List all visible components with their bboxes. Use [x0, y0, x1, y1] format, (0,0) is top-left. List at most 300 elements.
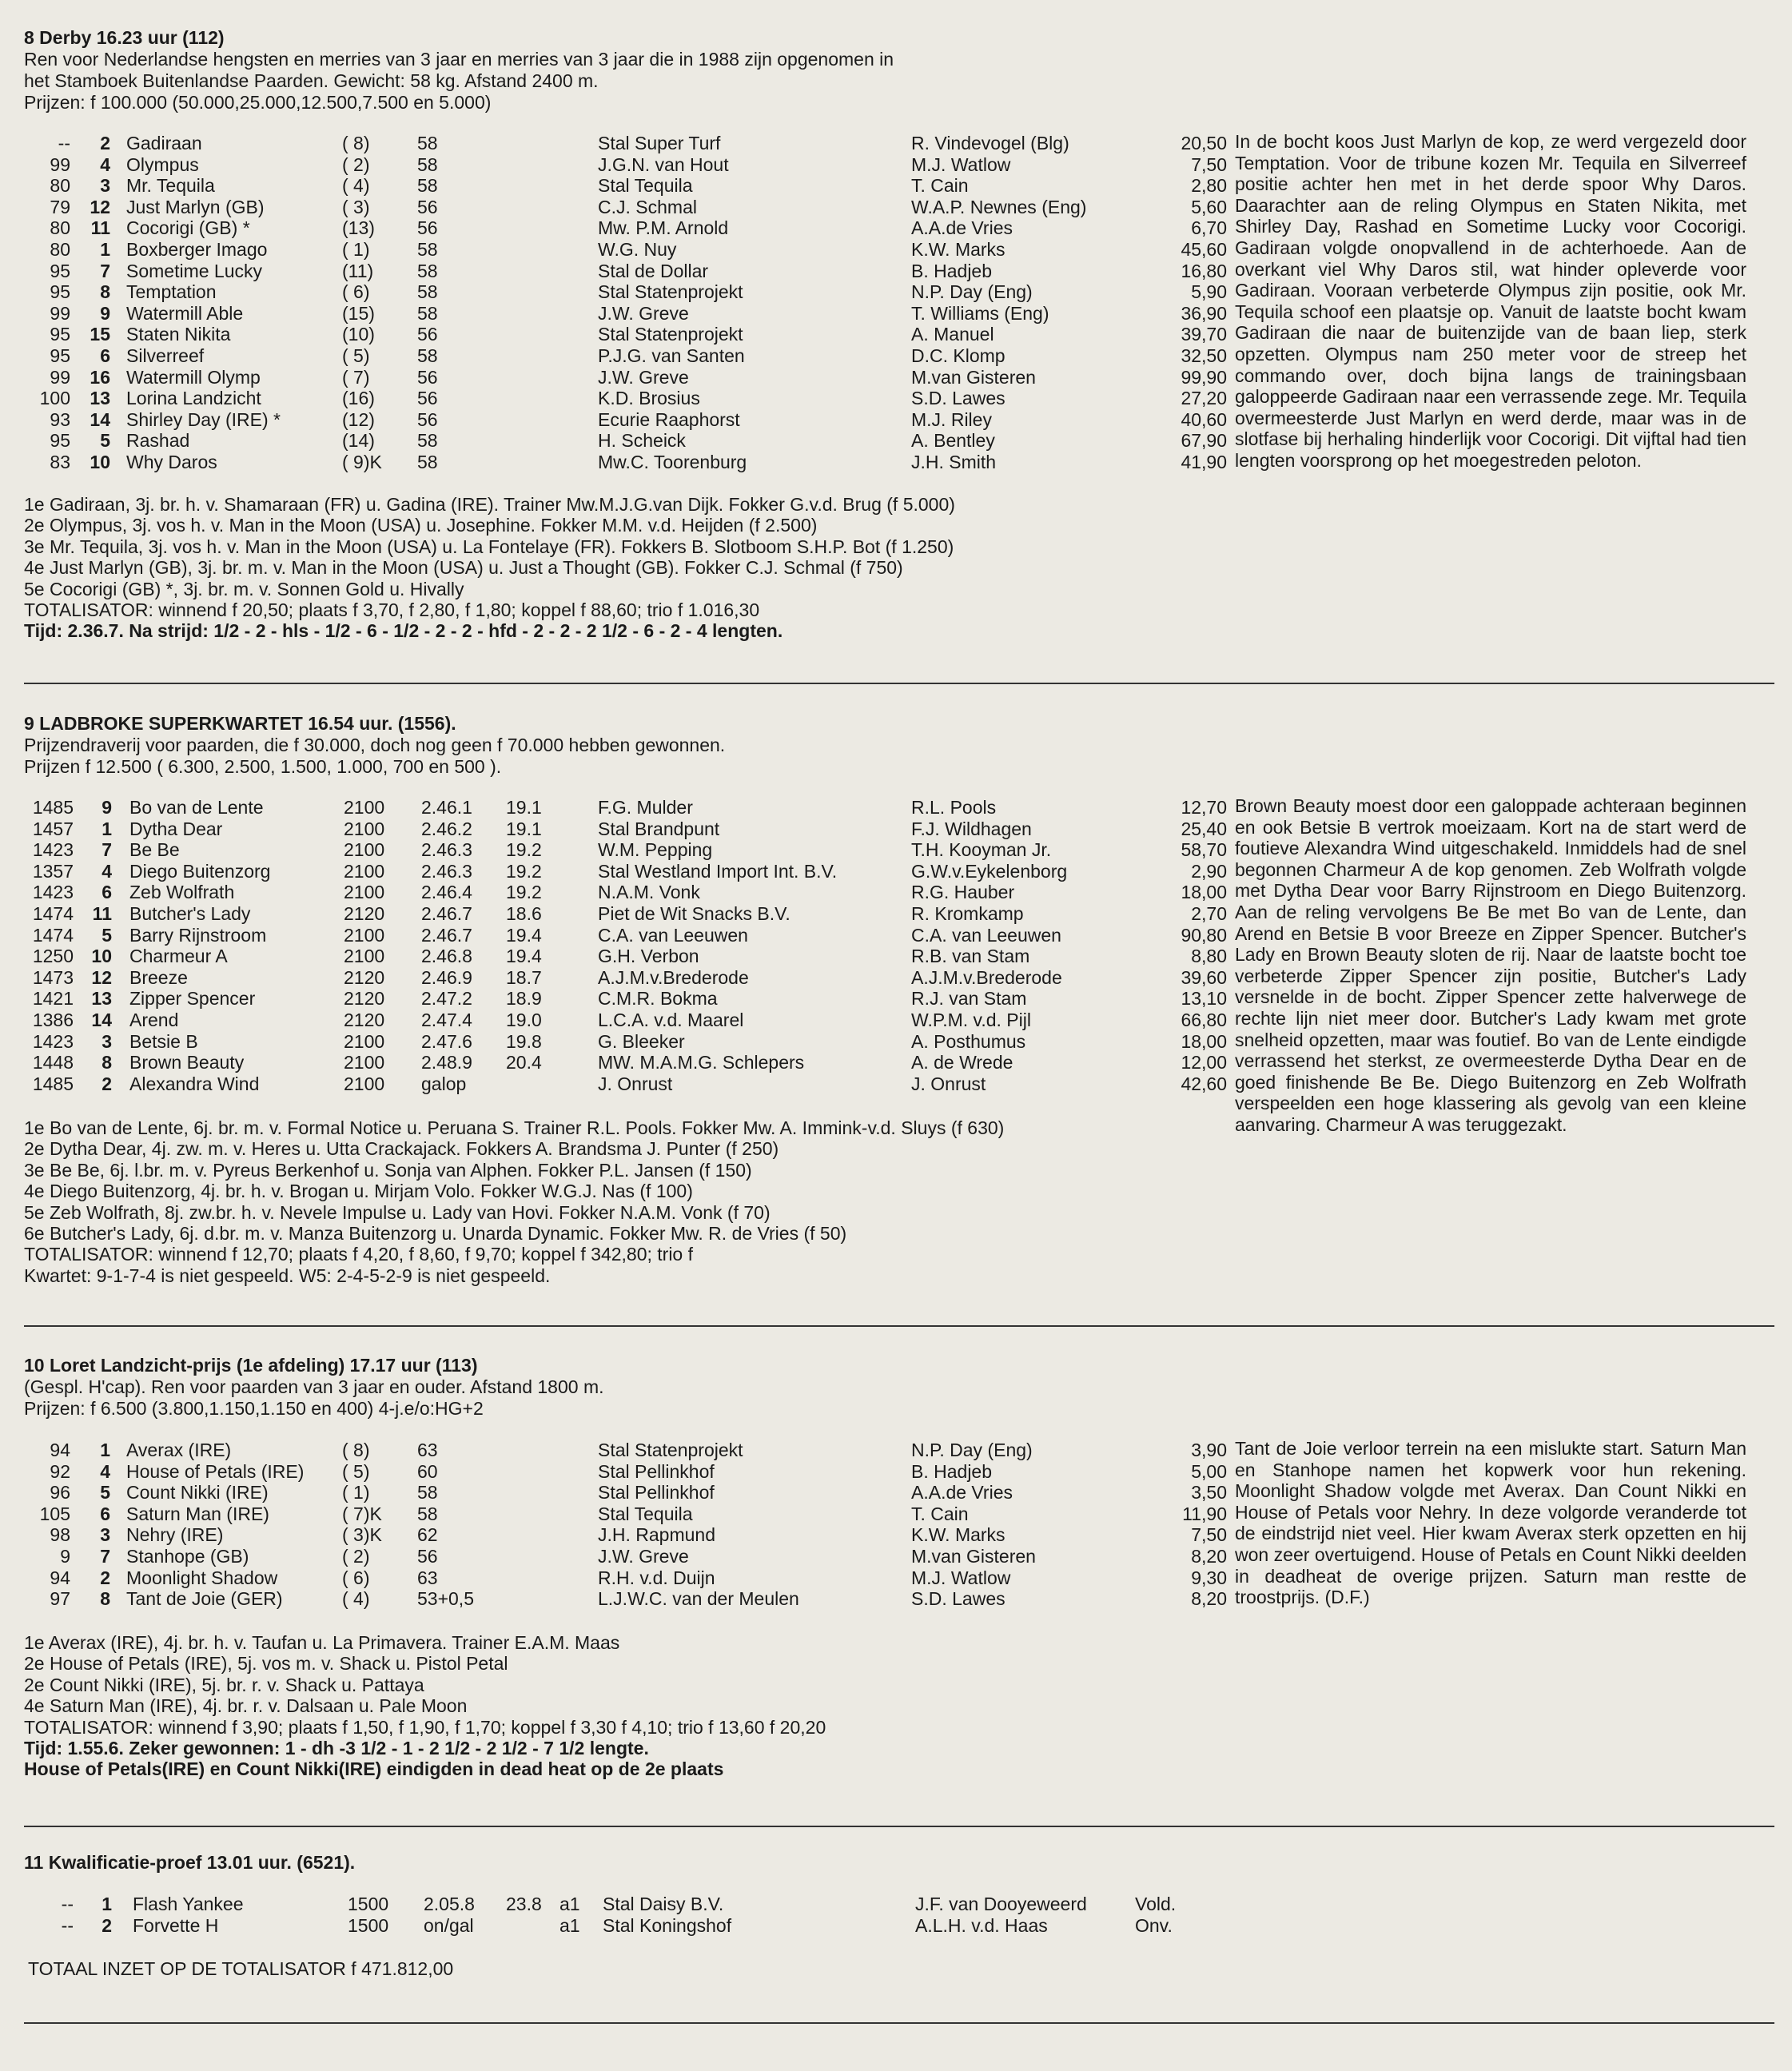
entry-horse: Charmeur A — [129, 946, 228, 967]
entry-horse: Arend — [129, 1009, 179, 1030]
entry-driver: W.P.M. v.d. Pijl — [911, 1009, 1031, 1030]
entry-rating: 94 — [50, 1567, 70, 1588]
entry-owner: Stal Statenprojekt — [598, 281, 743, 303]
entry-no: 5 — [100, 430, 110, 452]
entry-rating: 95 — [50, 345, 70, 366]
entry-rating: 79 — [50, 196, 70, 217]
race-10-totalisator: TOTALISATOR: winnend f 3,90; plaats f 1,50, f 1,90, f 1,70; koppel f 3,30 f 4,10; trio f 13,60 f 20,20 — [24, 1716, 826, 1738]
entry-odds: 13,10 — [1181, 988, 1227, 1010]
entry-jockey: M.van Gisteren — [911, 366, 1036, 388]
entry-draw: ( 9)K — [342, 451, 382, 472]
entry-owner: H. Scheick — [598, 430, 686, 452]
entry-odds: 5,00 — [1191, 1460, 1227, 1482]
entry-draw: ( 3) — [342, 196, 370, 217]
entry-jockey: K.W. Marks — [911, 1524, 1006, 1546]
entry-no: 15 — [90, 324, 110, 345]
entry-odds: 39,70 — [1181, 324, 1227, 345]
race-8 — [24, 27, 1774, 114]
entry-odds: 7,50 — [1191, 1524, 1227, 1546]
entry-driver: A.J.M.v.Brederode — [911, 966, 1062, 988]
entry-horse: Breeze — [129, 966, 188, 988]
entry-km: 19.2 — [506, 882, 542, 903]
entry-horse: Bo van de Lente — [129, 797, 264, 818]
race-8-comment: In de bocht koos Just Marlyn de kop, ze werd vergezeld door Temptation. Voor de tribune kozen Mr. Tequila en Silverreef positie achter hen met in het derde spoor Why Daros. Daarachter aan de reling Olympus en Staten Nikita, met Shirley Day, Rashad en Sometime Lucky voor Cocorigi. Gadiraan volgde onopvallend in de achterhoede. Aan de overkant viel Why Daros stil, wat hinder opleverde voor Gadiraan. Vooraan verbeterde Olympus zijn positie, ook Mr. Tequila schoof een plaatsje op. Vanuit de laatste bocht kwam Gadiraan die naar de buitenzijde van de baan liep, sterk opzetten. Olympus nam 250 meter voor de streep het commando over, doch bijna langs de trainingsbaan galoppeerde Gadiraan naar een verrassende zege. Mr. Tequila overmeesterde Just Marlyn en werd derde, maar was in de slotfase bij herhaling hinderlijk voor Cocorigi. Dit vijftal had tien lengten voorsprong op het moegestreden peloton. — [1235, 131, 1746, 471]
race-9-results — [24, 1117, 1774, 1286]
entry-no: 2 — [100, 133, 110, 153]
entry-horse: Why Daros — [126, 451, 217, 472]
entry-odds: 27,20 — [1181, 388, 1227, 409]
race-8-header — [24, 27, 1774, 114]
race-9 — [24, 713, 1774, 778]
entry-odds: 66,80 — [1181, 1009, 1227, 1030]
race-8-intro-line: het Stamboek Buitenlandse Paarden. Gewicht: 58 kg. Afstand 2400 m. — [24, 70, 599, 91]
entry-weight: 58 — [417, 153, 438, 175]
race-10-result-line: 2e Count Nikki (IRE), 5j. br. r. v. Shack u. Pattaya — [24, 1674, 424, 1695]
entry-jockey: M.van Gisteren — [911, 1545, 1036, 1567]
entry-owner: Stal Pellinkhof — [598, 1482, 715, 1503]
entry-result: Onv. — [1135, 1914, 1173, 1936]
entry-horse: House of Petals (IRE) — [126, 1460, 305, 1482]
entry-rating: 97 — [50, 1588, 70, 1610]
entry-owner: P.J.G. van Santen — [598, 345, 745, 366]
race-10-result-line: 4e Saturn Man (IRE), 4j. br. r. v. Dalsaan u. Pale Moon — [24, 1695, 468, 1717]
entry-row — [24, 1915, 1774, 1937]
race-9-result-line: 1e Bo van de Lente, 6j. br. m. v. Formal Notice u. Peruana S. Trainer R.L. Pools. Fokker Mw. A. Immink-v.d. Sluys (f 630) — [24, 1117, 1005, 1138]
entry-weight: 58 — [417, 238, 438, 260]
entry-horse: Barry Rijnstroom — [129, 924, 267, 946]
entry-draw: ( 4) — [342, 175, 370, 197]
entry-weight: 53+0,5 — [417, 1588, 474, 1610]
entry-no: 1 — [100, 1440, 110, 1460]
entry-draw: ( 4) — [342, 1588, 370, 1610]
entry-weight: 58 — [417, 345, 438, 366]
entry-no: 5 — [100, 1482, 110, 1503]
entry-horse: Mr. Tequila — [126, 175, 215, 197]
race-8-result-line: 4e Just Marlyn (GB), 3j. br. m. v. Man in the Moon (USA) u. Just a Thought (GB). Fokker C.J. Schmal (f 750) — [24, 557, 903, 579]
entry-driver: A. de Wrede — [911, 1052, 1013, 1073]
entry-rating: 1474 — [32, 924, 74, 946]
entry-rating: 93 — [50, 408, 70, 430]
entry-draw: (10) — [342, 324, 375, 345]
entry-jockey: T. Cain — [911, 1503, 969, 1524]
entry-jockey: T. Williams (Eng) — [911, 302, 1049, 324]
entry-time: 2.46.8 — [421, 946, 472, 967]
entry-rating: 99 — [50, 153, 70, 175]
race-10-time: Tijd: 1.55.6. Zeker gewonnen: 1 - dh -3 1/2 - 1 - 2 1/2 - 2 1/2 - 7 1/2 lengte. — [24, 1738, 649, 1759]
entry-time: 2.47.4 — [421, 1009, 472, 1030]
race-9-result-line: 5e Zeb Wolfrath, 8j. zw.br. h. v. Nevele Impulse u. Lady van Hovi. Fokker N.A.M. Vonk (f 70) — [24, 1201, 771, 1223]
entry-horse: Cocorigi (GB) * — [126, 217, 250, 239]
entry-no: 7 — [100, 260, 110, 281]
entry-jockey: J.H. Smith — [911, 451, 997, 472]
entry-owner: W.G. Nuy — [598, 238, 677, 260]
entry-horse: Nehry (IRE) — [126, 1524, 224, 1546]
entry-jockey: B. Hadjeb — [911, 1460, 993, 1482]
entry-dist: 1500 — [348, 1894, 389, 1914]
entry-horse: Forvette H — [133, 1914, 219, 1936]
entry-no: 4 — [102, 860, 112, 882]
entry-rating: 95 — [50, 281, 70, 303]
entry-dist: 2100 — [344, 946, 385, 967]
entry-weight: 58 — [417, 1503, 438, 1524]
entry-dist: 2120 — [344, 902, 385, 924]
race-8-totalisator: TOTALISATOR: winnend f 20,50; plaats f 3,70, f 2,80, f 1,80; koppel f 88,60; trio f 1.016,30 — [24, 599, 760, 621]
entry-horse: Rashad — [126, 430, 190, 452]
entry-km: 19.2 — [506, 860, 542, 882]
entry-time: galop — [421, 1073, 467, 1094]
entry-driver: R.L. Pools — [911, 797, 997, 818]
entry-rating: -- — [61, 1914, 74, 1936]
entry-owner: A.J.M.v.Brederode — [598, 966, 749, 988]
entry-horse: Zipper Spencer — [129, 988, 256, 1010]
entry-weight: 58 — [417, 430, 438, 452]
divider — [24, 1826, 1774, 1827]
entry-odds: 25,40 — [1181, 818, 1227, 839]
entry-driver: T.H. Kooyman Jr. — [911, 839, 1052, 861]
entry-dist: 2100 — [344, 1073, 385, 1094]
entry-owner: L.J.W.C. van der Meulen — [598, 1588, 799, 1610]
entry-weight: 56 — [417, 217, 438, 239]
entry-rating: 83 — [50, 451, 70, 472]
race-9-comment: Brown Beauty moest door een galoppade achteraan beginnen en ook Betsie B vertrok moeizaam. Kort na de start werd de foutieve Alexandra Wind uitgeschakeld. Inmiddels had de snel begonnen Charmeur A de kop genomen. Zeb Wolfrath volgde met Dytha Dear voor Barry Rijnstroom en Diego Buitenzorg. Aan de reling vervolgens Be Be met Bo van de Lente, dan Arend en Betsie B voor Breeze en Zipper Spencer. Butcher's Lady en Brown Beauty sloten de rij. Naar de laatste bocht toe verbeterde Zipper Spencer zijn positie, Butcher's Lady versnelde in de bocht. Zipper Spencer zette halverwege de rechte lijn niet meer door. Butcher's Lady kwam met grote snelheid opzetten, maar was foutief. Bo van de Lente eindigde verrassend het sterkst, ze overmeesterde Dytha Dear en de goed finishende Be Be. Diego Buitenzorg en Zeb Wolfrath verspeelden een hoge klassering als gevolg van een kleine aanvaring. Charmeur A was teruggezakt. — [1235, 795, 1746, 1135]
entry-odds: 7,50 — [1191, 153, 1227, 175]
race-9-title: 9 LADBROKE SUPERKWARTET 16.54 uur. (1556). — [24, 713, 456, 734]
entry-rating: 1421 — [32, 988, 74, 1010]
entry-odds: 58,70 — [1181, 839, 1227, 861]
entry-rating: 1423 — [32, 839, 74, 861]
entry-owner: MW. M.A.M.G. Schlepers — [598, 1052, 805, 1073]
entry-draw: ( 7)K — [342, 1503, 382, 1524]
race-9-result-line: 3e Be Be, 6j. l.br. m. v. Pyreus Berkenhof u. Sonja van Alphen. Fokker P.L. Jansen (f 150) — [24, 1159, 752, 1181]
entry-horse: Gadiraan — [126, 133, 202, 153]
entry-rating: 98 — [50, 1524, 70, 1546]
entry-odds: 2,70 — [1191, 902, 1227, 924]
entry-weight: 56 — [417, 196, 438, 217]
entry-rating: 94 — [50, 1440, 70, 1460]
entry-jockey: B. Hadjeb — [911, 260, 993, 281]
entry-owner: Mw.C. Toorenburg — [598, 451, 747, 472]
entry-odds: 2,80 — [1191, 175, 1227, 197]
entry-jockey: S.D. Lawes — [911, 1588, 1006, 1610]
entry-dist: 2100 — [344, 797, 385, 818]
divider — [24, 2022, 1774, 2024]
race-11-entries-table — [24, 1894, 1774, 1936]
entry-owner: Stal Tequila — [598, 175, 693, 197]
entry-owner: J. Onrust — [598, 1073, 673, 1094]
entry-horse: Shirley Day (IRE) * — [126, 408, 281, 430]
entry-odds: 12,00 — [1181, 1052, 1227, 1073]
race-9-result-line: 4e Diego Buitenzorg, 4j. br. h. v. Brogan u. Mirjam Volo. Fokker W.G.J. Nas (f 100) — [24, 1181, 693, 1202]
entry-no: 9 — [102, 797, 112, 818]
entry-draw: (11) — [342, 260, 374, 281]
entry-horse: Zeb Wolfrath — [129, 882, 235, 903]
entry-no: 11 — [92, 902, 112, 924]
entry-horse: Lorina Landzicht — [126, 388, 261, 409]
race-10-comment: Tant de Joie verloor terrein na een mislukte start. Saturn Man en Stanhope namen het kopwerk voor hun rekening. Moonlight Shadow volgde met Averax. Dan Count Nikki en House of Petals voor Nehry. In deze volgorde veranderde tot de eindstrijd niet veel. Hier kwam Averax sterk opzetten en hij won zeer overtuigend. House of Petals en Count Nikki deelden in deadheat de overige prijzen. Saturn man restte de troostprijs. (D.F.) — [1235, 1438, 1746, 1608]
entry-dist: 2120 — [344, 966, 385, 988]
race-8-result-line: 2e Olympus, 3j. vos h. v. Man in the Moon (USA) u. Josephine. Fokker M.M. v.d. Heijden (f 2.500) — [24, 515, 818, 536]
entry-dist: 2100 — [344, 924, 385, 946]
entry-km: 23.8 — [506, 1894, 542, 1914]
entry-horse: Betsie B — [129, 1030, 198, 1052]
divider — [24, 683, 1774, 684]
entry-odds: 5,90 — [1191, 281, 1227, 303]
entry-draw: ( 2) — [342, 1545, 370, 1567]
race-8-result-line: 5e Cocorigi (GB) *, 3j. br. m. v. Sonnen Gold u. Hivally — [24, 578, 464, 599]
entry-owner: Stal Pellinkhof — [598, 1460, 715, 1482]
entry-no: 12 — [90, 196, 110, 217]
entry-draw: ( 8) — [342, 1440, 370, 1460]
entry-jockey: A.A.de Vries — [911, 1482, 1013, 1503]
entry-owner: Stal Daisy B.V. — [603, 1894, 724, 1914]
entry-odds: 67,90 — [1181, 430, 1227, 452]
entry-odds: 6,70 — [1191, 217, 1227, 239]
entry-owner: Stal Koningshof — [603, 1914, 732, 1936]
entry-weight: 58 — [417, 175, 438, 197]
entry-horse: Silverreef — [126, 345, 205, 366]
entry-driver: J.F. van Dooyeweerd — [915, 1894, 1087, 1914]
entry-dist: 2100 — [344, 839, 385, 861]
entry-jockey: K.W. Marks — [911, 238, 1006, 260]
entry-dist: 2100 — [344, 818, 385, 839]
entry-no: 8 — [102, 1052, 112, 1073]
entry-weight: 56 — [417, 366, 438, 388]
race-8-result-line: 1e Gadiraan, 3j. br. h. v. Shamaraan (FR) u. Gadina (IRE). Trainer Mw.M.J.G.van Dijk. Fokker G.v.d. Brug (f 5.000) — [24, 494, 955, 515]
entry-km: 19.4 — [506, 924, 542, 946]
entry-rating: 99 — [50, 302, 70, 324]
entry-time: 2.46.9 — [421, 966, 472, 988]
entry-time: 2.48.9 — [421, 1052, 472, 1073]
race-9-totalisator: TOTALISATOR: winnend f 12,70; plaats f 4,20, f 8,60, f 9,70; koppel f 342,80; trio f — [24, 1244, 694, 1265]
entry-odds: 32,50 — [1181, 345, 1227, 366]
race-11 — [24, 1852, 1774, 1874]
entry-horse: Olympus — [126, 153, 199, 175]
entry-draw: ( 1) — [342, 238, 370, 260]
divider — [24, 1325, 1774, 1327]
entry-owner: Stal Tequila — [598, 1503, 693, 1524]
entry-rating: 1473 — [32, 966, 74, 988]
entry-jockey: S.D. Lawes — [911, 388, 1006, 409]
entry-no: 3 — [102, 1030, 112, 1052]
entry-odds: 45,60 — [1181, 238, 1227, 260]
entry-no: 3 — [100, 1524, 110, 1546]
entry-no: 1 — [100, 238, 110, 260]
entry-rating: 80 — [50, 217, 70, 239]
entry-km: 19.4 — [506, 946, 542, 967]
entry-horse: Stanhope (GB) — [126, 1545, 249, 1567]
entry-driver: R.B. van Stam — [911, 946, 1030, 967]
entry-no: 4 — [100, 1460, 110, 1482]
entry-odds: 20,50 — [1181, 133, 1227, 153]
race-9-result-line: 6e Butcher's Lady, 6j. d.br. m. v. Manza Buitenzorg u. Unarda Dynamic. Fokker Mw. R. de Vries (f 50) — [24, 1223, 847, 1245]
race-8-time: Tijd: 2.36.7. Na strijd: 1/2 - 2 - hls - 1/2 - 6 - 1/2 - 2 - 2 - hfd - 2 - 2 - 2 1/2 - 6 - 2 - 4 lengten. — [24, 620, 783, 642]
entry-time: 2.47.6 — [421, 1030, 472, 1052]
entry-driver: G.W.v.Eykelenborg — [911, 860, 1068, 882]
entry-rating: 95 — [50, 430, 70, 452]
entry-owner: G. Bleeker — [598, 1030, 685, 1052]
entry-owner: Stal Statenprojekt — [598, 1440, 743, 1460]
entry-rating: -- — [58, 133, 70, 153]
entry-no: 6 — [100, 1503, 110, 1524]
entry-km: 19.2 — [506, 839, 542, 861]
entry-rating: 1250 — [32, 946, 74, 967]
entry-dist: 2100 — [344, 1030, 385, 1052]
entry-no: 13 — [90, 388, 110, 409]
entry-rating: 1485 — [32, 1073, 74, 1094]
entry-odds: 18,00 — [1181, 1030, 1227, 1052]
entry-odds: 3,50 — [1191, 1482, 1227, 1503]
entry-km: 18.9 — [506, 988, 542, 1010]
entry-horse: Dytha Dear — [129, 818, 223, 839]
entry-weight: 63 — [417, 1567, 438, 1588]
entry-owner: C.M.R. Bokma — [598, 988, 718, 1010]
entry-weight: 60 — [417, 1460, 438, 1482]
entry-rating: 1448 — [32, 1052, 74, 1073]
entry-rating: 1474 — [32, 902, 74, 924]
entry-row — [24, 1894, 1774, 1915]
entry-rating: 1357 — [32, 860, 74, 882]
entry-no: 14 — [90, 408, 110, 430]
race-10-title: 10 Loret Landzicht-prijs (1e afdeling) 17.17 uur (113) — [24, 1355, 478, 1376]
entry-rating: 96 — [50, 1482, 70, 1503]
race-8-results — [24, 494, 1774, 642]
entry-no: 12 — [91, 966, 112, 988]
entry-weight: 58 — [417, 133, 438, 153]
entry-jockey: T. Cain — [911, 175, 969, 197]
entry-jockey: A.A.de Vries — [911, 217, 1013, 239]
totalisator-total: TOTAAL INZET OP DE TOTALISATOR f 471.812,00 — [28, 1958, 454, 1979]
entry-owner: Stal Westland Import Int. B.V. — [598, 860, 838, 882]
entry-rating: 99 — [50, 366, 70, 388]
entry-driver: R.G. Hauber — [911, 882, 1015, 903]
entry-time: 2.46.3 — [421, 839, 472, 861]
entry-weight: 62 — [417, 1524, 438, 1546]
entry-draw: ( 6) — [342, 281, 370, 303]
entry-time: 2.05.8 — [424, 1894, 475, 1914]
entry-draw: ( 8) — [342, 133, 370, 153]
entry-odds: 11,90 — [1182, 1503, 1227, 1524]
entry-horse: Flash Yankee — [133, 1894, 244, 1914]
entry-draw: ( 1) — [342, 1482, 370, 1503]
entry-no: 8 — [100, 281, 110, 303]
race-10-intro-line: (Gespl. H'cap). Ren voor paarden van 3 jaar en ouder. Afstand 1800 m. — [24, 1376, 604, 1397]
entry-horse: Be Be — [129, 839, 180, 861]
entry-draw: (15) — [342, 302, 375, 324]
entry-horse: Tant de Joie (GER) — [126, 1588, 283, 1610]
race-8-result-line: 3e Mr. Tequila, 3j. vos h. v. Man in the Moon (USA) u. La Fontelaye (FR). Fokkers B. Slotboom S.H.P. Bot (f 1.250) — [24, 536, 954, 557]
entry-weight: 58 — [417, 302, 438, 324]
entry-rating: 9 — [60, 1545, 70, 1567]
entry-no: 11 — [90, 217, 110, 239]
race-10-dead-heat-note: House of Petals(IRE) en Count Nikki(IRE) eindigden in dead heat op de 2e plaats — [24, 1758, 724, 1780]
entry-owner: R.H. v.d. Duijn — [598, 1567, 715, 1588]
entry-horse: Diego Buitenzorg — [129, 860, 271, 882]
entry-rating: 1423 — [32, 1030, 74, 1052]
entry-no: 2 — [102, 1914, 112, 1936]
entry-no: 14 — [91, 1009, 112, 1030]
entry-no: 6 — [102, 882, 112, 903]
entry-owner: Stal de Dollar — [598, 260, 709, 281]
entry-weight: 58 — [417, 451, 438, 472]
entry-no: 6 — [100, 345, 110, 366]
race-10-result-line: 2e House of Petals (IRE), 5j. vos m. v. Shack u. Pistol Petal — [24, 1653, 508, 1675]
entry-owner: J.G.N. van Hout — [598, 153, 729, 175]
entry-no: 2 — [102, 1073, 112, 1094]
entry-jockey: M.J. Riley — [911, 408, 992, 430]
entry-odds: 12,70 — [1181, 797, 1227, 818]
entry-no: 10 — [91, 946, 112, 967]
entry-weight: 58 — [417, 260, 438, 281]
entry-draw: ( 6) — [342, 1567, 370, 1588]
entry-draw: (12) — [342, 408, 375, 430]
entry-draw: ( 2) — [342, 153, 370, 175]
entry-time: on/gal — [424, 1914, 474, 1936]
entry-owner: Stal Brandpunt — [598, 818, 720, 839]
entry-owner: J.W. Greve — [598, 1545, 689, 1567]
entry-km: 18.6 — [506, 902, 542, 924]
entry-driver: A. Posthumus — [911, 1030, 1026, 1052]
entry-draw: ( 3)K — [342, 1524, 382, 1546]
entry-no: 7 — [100, 1545, 110, 1567]
entry-odds: 39,60 — [1181, 966, 1227, 988]
entry-jockey: A. Bentley — [911, 430, 995, 452]
entry-owner: Stal Super Turf — [598, 133, 721, 153]
entry-owner: J.H. Rapmund — [598, 1524, 716, 1546]
entry-odds: 36,90 — [1181, 302, 1227, 324]
entry-time: 2.47.2 — [421, 988, 472, 1010]
entry-draw: (16) — [342, 388, 375, 409]
entry-no: 2 — [100, 1567, 110, 1588]
entry-no: 10 — [90, 451, 110, 472]
race-8-intro-line: Prijzen: f 100.000 (50.000,25.000,12.500,7.500 en 5.000) — [24, 92, 492, 113]
entry-driver: A.L.H. v.d. Haas — [915, 1914, 1048, 1936]
race-9-kwartet: Kwartet: 9-1-7-4 is niet gespeeld. W5: 2-4-5-2-9 is niet gespeeld. — [24, 1265, 551, 1286]
entry-owner: K.D. Brosius — [598, 388, 700, 409]
entry-km: 20.4 — [506, 1052, 542, 1073]
entry-jockey: W.A.P. Newnes (Eng) — [911, 196, 1087, 217]
entry-horse: Watermill Olymp — [126, 366, 261, 388]
race-8-intro-line: Ren voor Nederlandse hengsten en merries van 3 jaar en merries van 3 jaar die in 1988 zijn opgenomen in — [24, 49, 894, 70]
entry-rating: 1457 — [32, 818, 74, 839]
entry-owner: W.M. Pepping — [598, 839, 713, 861]
entry-weight: 56 — [417, 408, 438, 430]
entry-time: 2.46.2 — [421, 818, 472, 839]
entry-owner: Mw. P.M. Arnold — [598, 217, 729, 239]
entry-dist: 2100 — [344, 882, 385, 903]
entry-horse: Saturn Man (IRE) — [126, 1503, 269, 1524]
entry-jockey: N.P. Day (Eng) — [911, 1440, 1033, 1460]
entry-time: 2.46.3 — [421, 860, 472, 882]
entry-time: 2.46.7 — [421, 924, 472, 946]
entry-weight: 56 — [417, 1545, 438, 1567]
entry-km: 19.1 — [506, 818, 542, 839]
entry-result: Vold. — [1135, 1894, 1177, 1914]
entry-draw: ( 7) — [342, 366, 370, 388]
entry-horse: Temptation — [126, 281, 217, 303]
entry-rating: 105 — [39, 1503, 70, 1524]
entry-km: 19.0 — [506, 1009, 542, 1030]
entry-no: 5 — [102, 924, 112, 946]
entry-jockey: N.P. Day (Eng) — [911, 281, 1033, 303]
entry-owner: Stal Statenprojekt — [598, 324, 743, 345]
entry-cls: a1 — [560, 1914, 580, 1936]
entry-odds: 40,60 — [1181, 408, 1227, 430]
entry-horse: Averax (IRE) — [126, 1440, 232, 1460]
entry-no: 4 — [100, 153, 110, 175]
entry-owner: F.G. Mulder — [598, 797, 693, 818]
entry-owner: J.W. Greve — [598, 366, 689, 388]
entry-owner: Piet de Wit Snacks B.V. — [598, 902, 790, 924]
